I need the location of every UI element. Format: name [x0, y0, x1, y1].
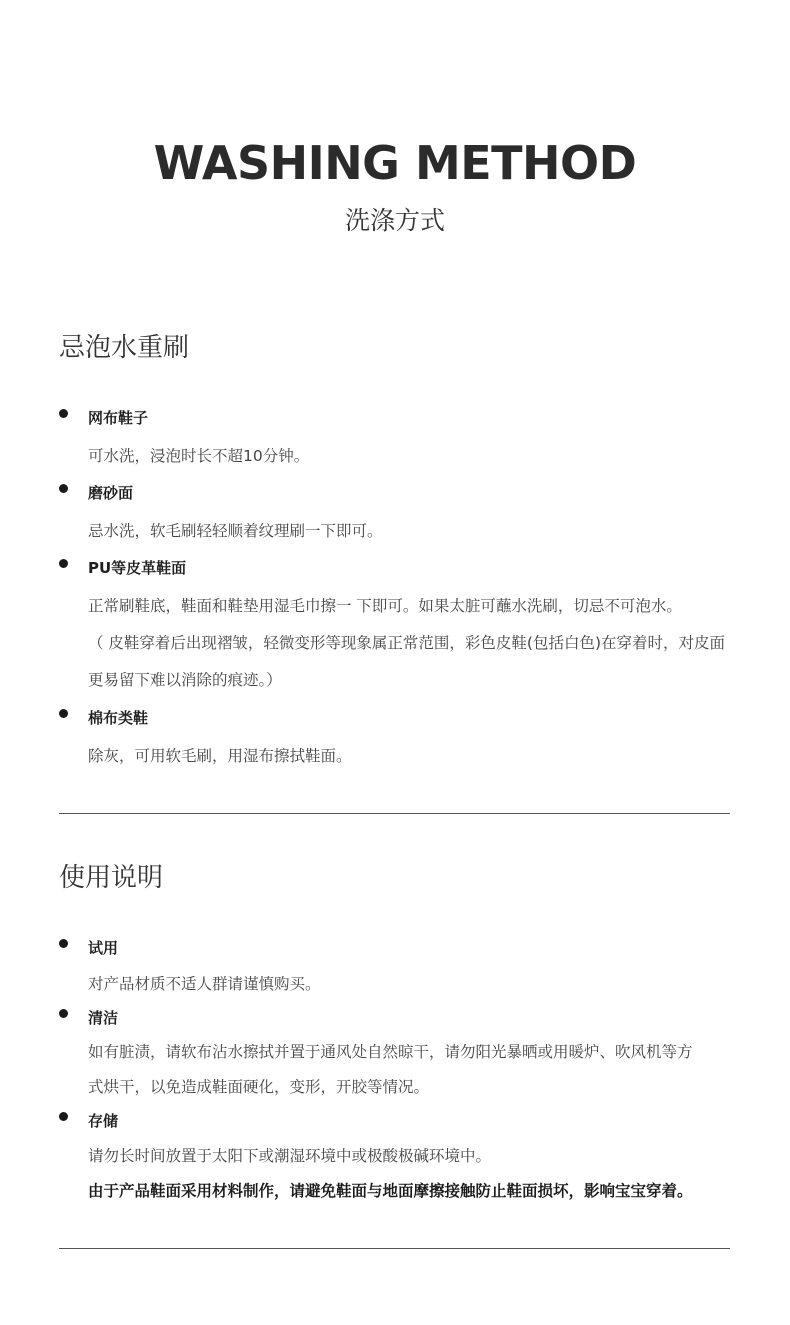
- item-heading-cotton: 棉布类鞋: [88, 709, 149, 727]
- item-text: 正常刷鞋底，鞋面和鞋垫用湿毛巾擦一 下即可。如果太脏可蘸水洗刷，切忌不可泡水。: [88, 597, 682, 615]
- item-heading-suede: 磨砂面: [88, 484, 134, 502]
- divider: [59, 1248, 730, 1249]
- item-text: 忌水洗，软毛刷轻轻顺着纹理刷一下即可。: [88, 522, 383, 540]
- item-text: 对产品材质不适人群请谨慎购买。: [88, 975, 321, 993]
- bullet-icon: [59, 709, 68, 718]
- item-text: 可水洗，浸泡时长不超10分钟。: [88, 447, 310, 465]
- item-text: 更易留下难以消除的痕迹。）: [88, 671, 282, 689]
- bullet-icon: [59, 484, 68, 493]
- section-title: 忌泡水重刷: [59, 333, 190, 363]
- page-title-cn: 洗涤方式: [344, 206, 445, 235]
- item-text: 式烘干，以免造成鞋面硬化，变形，开胶等情况。: [88, 1078, 430, 1096]
- bullet-icon: [59, 1112, 68, 1121]
- divider: [59, 813, 730, 814]
- bullet-icon: [59, 409, 68, 418]
- section-title: 使用说明: [59, 863, 164, 893]
- section-usage-instructions: [59, 858, 759, 898]
- item-heading-mesh: 网布鞋子: [88, 409, 149, 427]
- item-text: 除灰，可用软毛刷，用湿布擦拭鞋面。: [88, 747, 352, 765]
- item-text: 请勿长时间放置于太阳下或潮湿环境中或极酸极碱环境中。: [88, 1147, 492, 1165]
- item-heading-cleaning: 清洁: [88, 1009, 119, 1027]
- item-text: 如有脏渍，请软布沾水擦拭并置于通风处自然晾干，请勿阳光暴晒或用暖炉、吹风机等方: [88, 1043, 693, 1061]
- item-text: （ 皮鞋穿着后出现褶皱，轻微变形等现象属正常范围，彩色皮鞋(包括白色)在穿着时，对皮面: [88, 634, 726, 652]
- page-title-en: WASHING METHOD: [153, 136, 637, 190]
- section-no-soaking: [59, 328, 759, 368]
- bullet-icon: [59, 939, 68, 948]
- item-heading-pu-leather: PU等皮革鞋面: [88, 559, 187, 577]
- item-warning-note: 由于产品鞋面采用材料制作，请避免鞋面与地面摩擦接触防止鞋面损坏，影响宝宝穿着。: [88, 1182, 693, 1200]
- bullet-icon: [59, 1009, 68, 1018]
- item-heading-storage: 存储: [88, 1112, 119, 1130]
- bullet-icon: [59, 559, 68, 568]
- item-heading-trial: 试用: [88, 939, 119, 957]
